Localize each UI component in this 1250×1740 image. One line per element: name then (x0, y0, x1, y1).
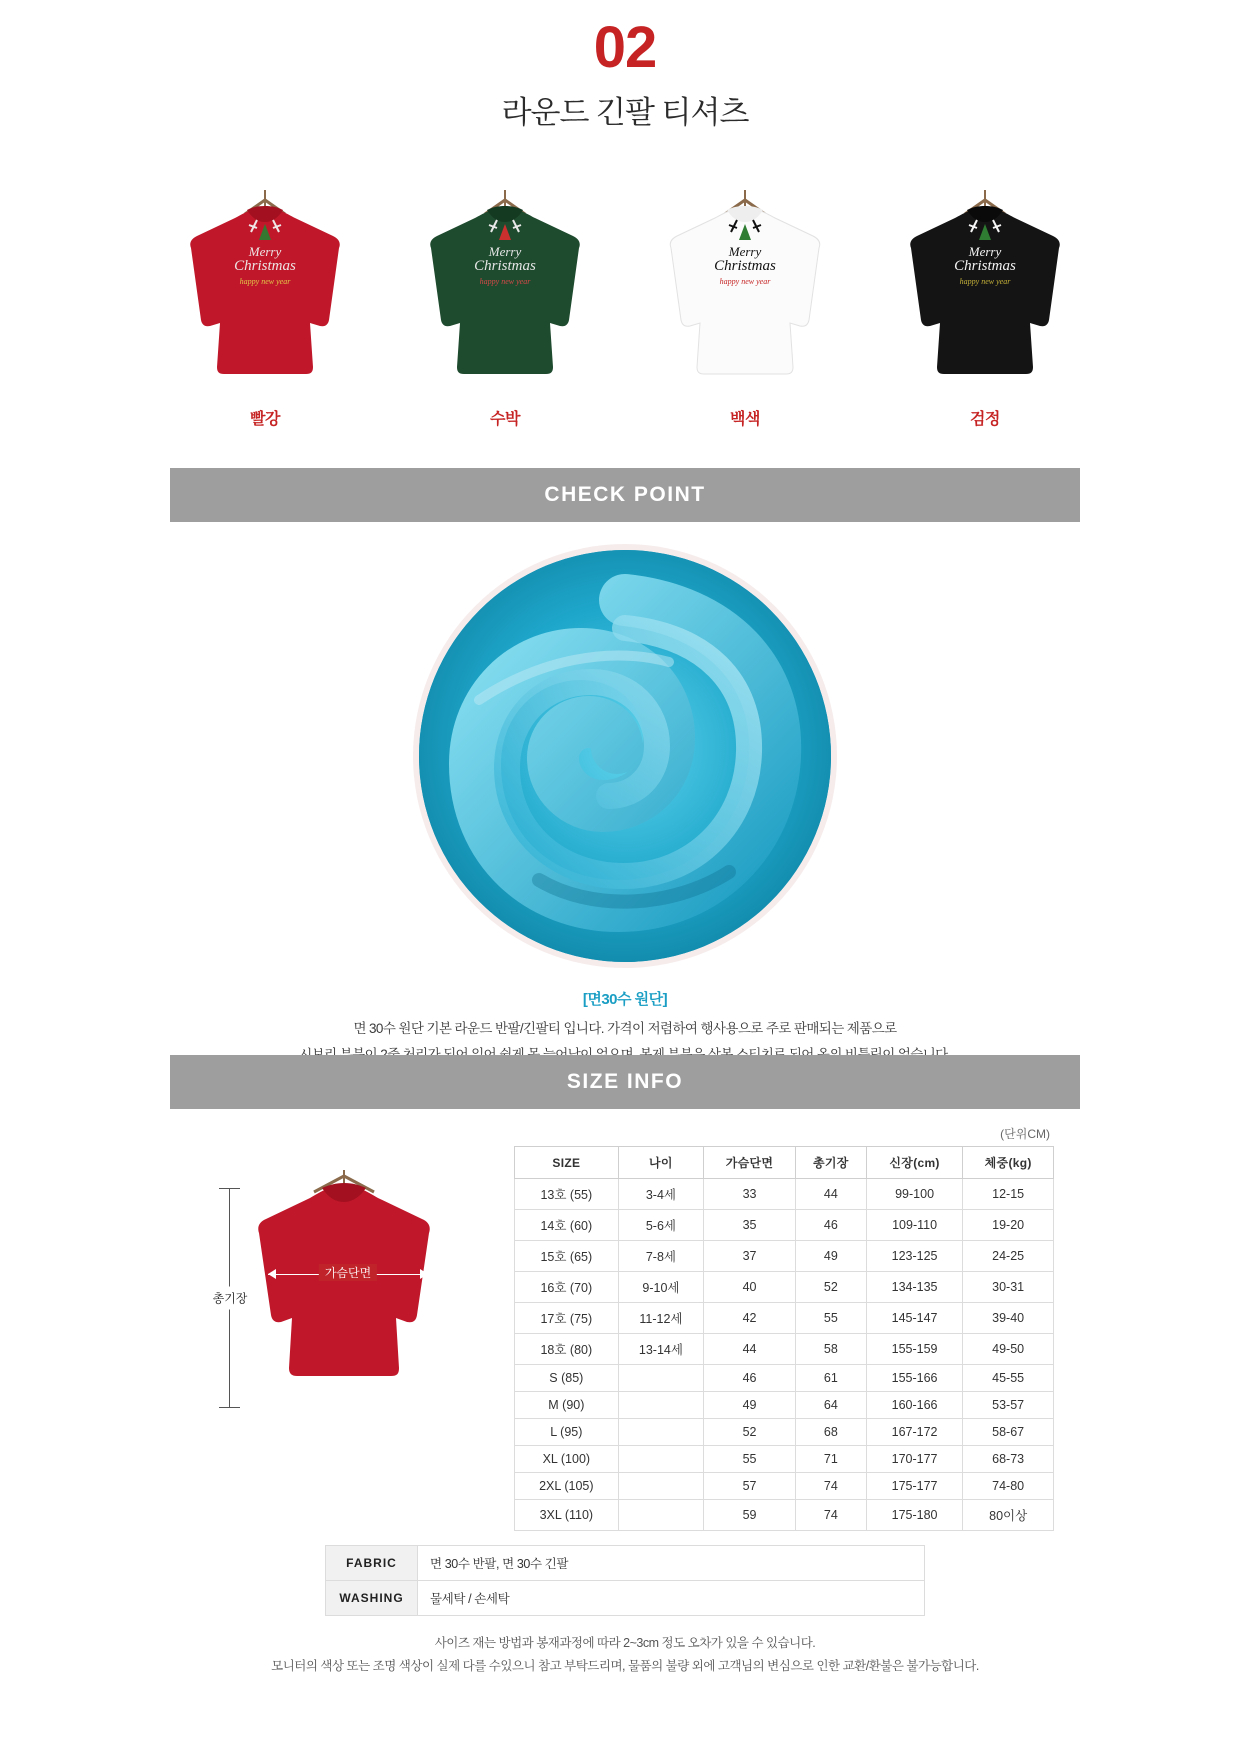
cell-weight: 45-55 (963, 1365, 1054, 1392)
cell-chest: 49 (704, 1392, 796, 1419)
cell-chest: 44 (704, 1334, 796, 1365)
cell-length: 61 (795, 1365, 866, 1392)
cell-weight: 74-80 (963, 1473, 1054, 1500)
cell-age: 3-4세 (618, 1179, 704, 1210)
svg-text:Merry: Merry (488, 243, 522, 259)
cell-age: 11-12세 (618, 1303, 704, 1334)
cell-length: 52 (795, 1272, 866, 1303)
cell-chest: 42 (704, 1303, 796, 1334)
page-header (0, 0, 1250, 132)
cell-length: 71 (795, 1446, 866, 1473)
cell-length: 55 (795, 1303, 866, 1334)
notice-line1: 사이즈 재는 방법과 봉재과정에 따라 2~3cm 정도 오차가 있을 수 있습니다. (434, 1636, 816, 1650)
cell-size: L (95) (515, 1419, 619, 1446)
cell-size: 16호 (70) (515, 1272, 619, 1303)
page-title: 라운드 긴팔 티셔츠 (501, 94, 749, 130)
cell-age (618, 1392, 704, 1419)
cell-size: XL (100) (515, 1446, 619, 1473)
cell-height: 123-125 (866, 1241, 962, 1272)
cell-height: 99-100 (866, 1179, 962, 1210)
chest-measure-label: 가슴단면 (319, 1264, 377, 1281)
svg-text:Merry: Merry (968, 243, 1002, 259)
cell-length: 58 (795, 1334, 866, 1365)
unit-note: (단위CM) (1000, 1127, 1050, 1141)
svg-text:happy new year: happy new year (239, 276, 291, 286)
cell-size: 18호 (80) (515, 1334, 619, 1365)
cell-age (618, 1500, 704, 1531)
cell-size: 14호 (60) (515, 1210, 619, 1241)
cell-height: 155-166 (866, 1365, 962, 1392)
page-number: 02 (593, 15, 657, 80)
svg-text:happy new year: happy new year (479, 276, 531, 286)
table-row (515, 1473, 1054, 1500)
shirt-image-watermelon (399, 174, 611, 384)
svg-text:happy new year: happy new year (959, 276, 1011, 286)
cell-chest: 40 (704, 1272, 796, 1303)
cell-chest: 55 (704, 1446, 796, 1473)
svg-text:happy new year: happy new year (719, 276, 771, 286)
cell-height: 175-177 (866, 1473, 962, 1500)
size-table (514, 1146, 1054, 1531)
cell-size: 15호 (65) (515, 1241, 619, 1272)
cell-age (618, 1419, 704, 1446)
cell-chest: 33 (704, 1179, 796, 1210)
cell-height: 155-159 (866, 1334, 962, 1365)
meta-value-washing: 물세탁 / 손세탁 (418, 1581, 925, 1616)
cell-height: 160-166 (866, 1392, 962, 1419)
cell-age: 5-6세 (618, 1210, 704, 1241)
cell-length: 74 (795, 1500, 866, 1531)
svg-text:Christmas: Christmas (234, 257, 296, 274)
svg-text:Christmas: Christmas (714, 257, 776, 274)
cell-size: 13호 (55) (515, 1179, 619, 1210)
cell-chest: 37 (704, 1241, 796, 1272)
cell-length: 68 (795, 1419, 866, 1446)
table-row (515, 1210, 1054, 1241)
col-height: 신장(cm) (866, 1147, 962, 1179)
shirt-image-red (159, 174, 371, 384)
table-row (515, 1334, 1054, 1365)
svg-text:Christmas: Christmas (954, 257, 1016, 274)
cell-weight: 80이상 (963, 1500, 1054, 1531)
table-row (515, 1392, 1054, 1419)
cell-age (618, 1473, 704, 1500)
table-header-row (515, 1147, 1054, 1179)
table-row (515, 1419, 1054, 1446)
color-variant-watermelon[interactable] (399, 174, 611, 429)
notice-line2: 모니터의 색상 또는 조명 색상이 실제 다를 수있으니 참고 부탁드리며, 물품의 불량 외에 고객님의 변심으로 인한 교환/환불은 불가능합니다. (271, 1658, 979, 1673)
length-measure-label: 총기장 (194, 1287, 266, 1310)
fabric-caption-title: [면30수 원단] (582, 991, 668, 1008)
length-measure (210, 1188, 250, 1408)
svg-text:Merry: Merry (248, 243, 282, 259)
meta-label-fabric: FABRIC (326, 1546, 418, 1581)
cell-chest: 46 (704, 1365, 796, 1392)
cell-weight: 19-20 (963, 1210, 1054, 1241)
shirt-image-black (879, 174, 1091, 384)
cell-length: 44 (795, 1179, 866, 1210)
cell-size: 3XL (110) (515, 1500, 619, 1531)
col-weight: 체중(kg) (963, 1147, 1054, 1179)
cell-height: 134-135 (866, 1272, 962, 1303)
cell-chest: 59 (704, 1500, 796, 1531)
cell-size: S (85) (515, 1365, 619, 1392)
cell-weight: 30-31 (963, 1272, 1054, 1303)
cell-age: 9-10세 (618, 1272, 704, 1303)
sizeinfo-section (170, 1055, 1080, 1703)
cell-age (618, 1446, 704, 1473)
cell-weight: 68-73 (963, 1446, 1054, 1473)
table-row (515, 1179, 1054, 1210)
color-label: 빨강 (250, 410, 280, 428)
table-row (515, 1303, 1054, 1334)
col-size: SIZE (515, 1147, 619, 1179)
svg-text:Merry: Merry (728, 243, 762, 259)
shirt-image-white (639, 174, 851, 384)
table-row (515, 1241, 1054, 1272)
cell-age (618, 1365, 704, 1392)
cell-weight: 58-67 (963, 1419, 1054, 1446)
meta-table (325, 1545, 925, 1616)
cell-chest: 52 (704, 1419, 796, 1446)
cell-chest: 35 (704, 1210, 796, 1241)
color-label: 검정 (970, 410, 1000, 428)
checkpoint-section (170, 468, 1080, 1092)
table-row (515, 1272, 1054, 1303)
cell-height: 145-147 (866, 1303, 962, 1334)
cell-weight: 12-15 (963, 1179, 1054, 1210)
col-age: 나이 (618, 1147, 704, 1179)
cell-length: 64 (795, 1392, 866, 1419)
fabric-caption-line1: 면 30수 원단 기본 라운드 반팔/긴팔티 입니다. 가격이 저렴하여 행사용으로 주로 판매되는 제품으로 (353, 1021, 897, 1036)
cell-size: 17호 (75) (515, 1303, 619, 1334)
cell-height: 109-110 (866, 1210, 962, 1241)
cell-weight: 24-25 (963, 1241, 1054, 1272)
cell-size: M (90) (515, 1392, 619, 1419)
cell-length: 49 (795, 1241, 866, 1272)
cell-height: 175-180 (866, 1500, 962, 1531)
color-variant-red[interactable] (159, 174, 371, 429)
color-variant-white[interactable] (639, 174, 851, 429)
svg-text:Christmas: Christmas (474, 257, 536, 274)
measurement-diagram (196, 1146, 496, 1531)
cell-age: 7-8세 (618, 1241, 704, 1272)
chest-measure (268, 1266, 428, 1282)
cell-height: 167-172 (866, 1419, 962, 1446)
table-row (515, 1446, 1054, 1473)
color-variant-black[interactable] (879, 174, 1091, 429)
meta-row-washing (326, 1581, 925, 1616)
col-length: 총기장 (795, 1147, 866, 1179)
meta-label-washing: WASHING (326, 1581, 418, 1616)
sizeinfo-band: SIZE INFO (170, 1055, 1080, 1109)
cell-length: 74 (795, 1473, 866, 1500)
col-chest: 가슴단면 (704, 1147, 796, 1179)
cell-chest: 57 (704, 1473, 796, 1500)
table-row (515, 1500, 1054, 1531)
cell-weight: 53-57 (963, 1392, 1054, 1419)
cell-length: 46 (795, 1210, 866, 1241)
color-label: 수박 (490, 410, 520, 428)
cell-size: 2XL (105) (515, 1473, 619, 1500)
cell-weight: 39-40 (963, 1303, 1054, 1334)
fabric-photo (419, 550, 831, 962)
cell-age: 13-14세 (618, 1334, 704, 1365)
color-label: 백색 (730, 410, 760, 428)
table-row (515, 1365, 1054, 1392)
cell-weight: 49-50 (963, 1334, 1054, 1365)
meta-row-fabric (326, 1546, 925, 1581)
color-variants (0, 174, 1250, 429)
meta-value-fabric: 면 30수 반팔, 면 30수 긴팔 (418, 1546, 925, 1581)
cell-height: 170-177 (866, 1446, 962, 1473)
checkpoint-band: CHECK POINT (170, 468, 1080, 522)
